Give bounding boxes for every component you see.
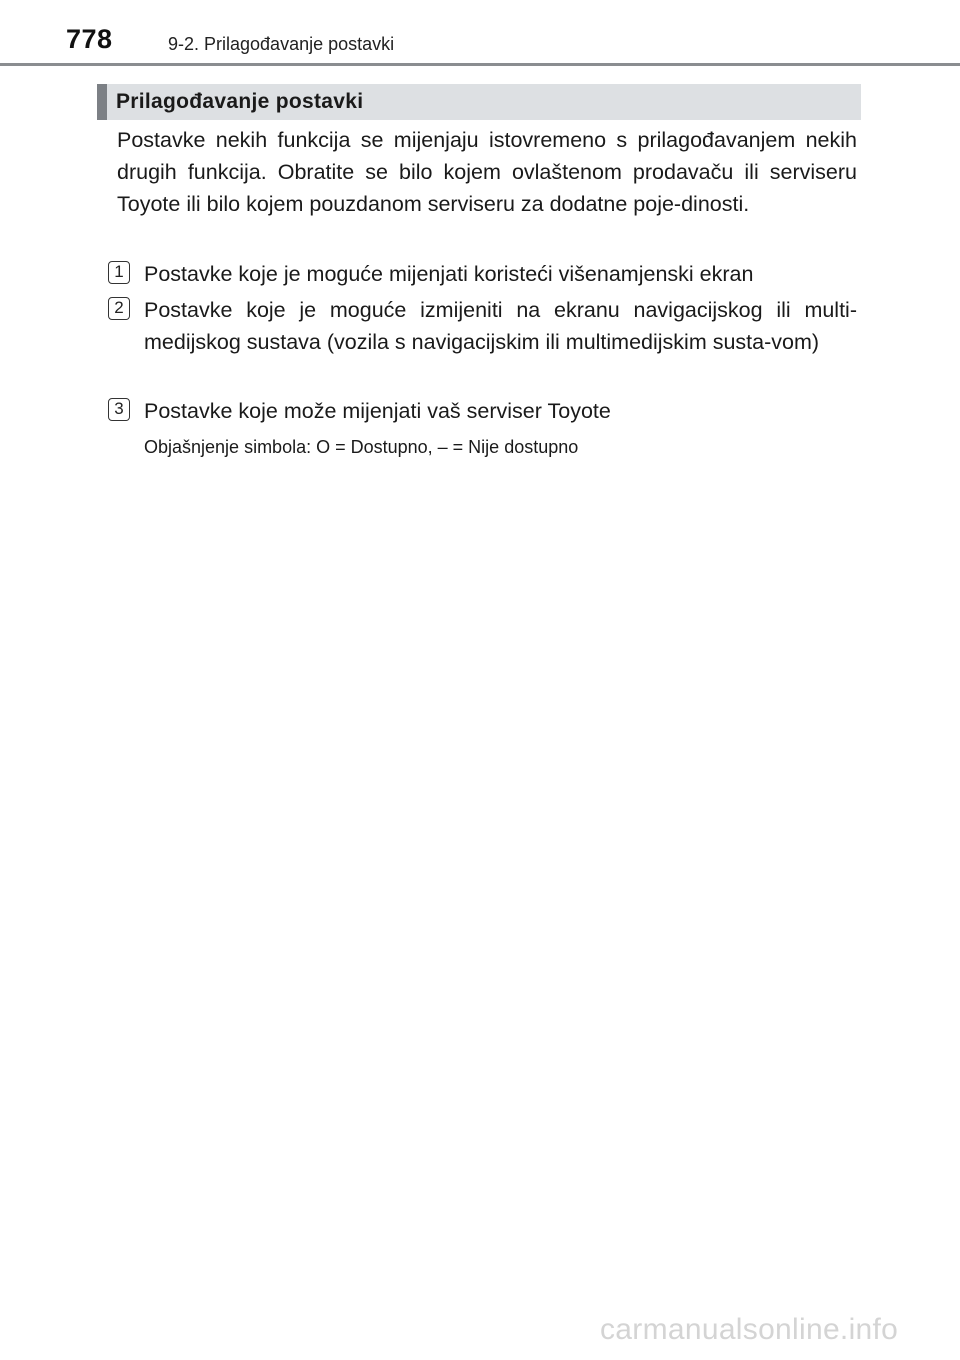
number-badge-icon: 3 — [108, 398, 130, 421]
intro-paragraph: Postavke nekih funkcija se mijenjaju istovremeno s prilagođavanjem nekih drugih funkcija. Obratite se bilo kojem ovlaštenom prodavaču ili serviseru Toyote ili bilo kojem pouzdanom serviseru za dodatne poje-dinosti. — [117, 128, 857, 216]
page-header — [0, 0, 960, 66]
section-heading-bar — [97, 84, 861, 120]
header-divider — [0, 63, 960, 66]
number-badge-icon: 1 — [108, 261, 130, 284]
section-title: Prilagođavanje postavki — [116, 90, 364, 113]
number-badge-icon: 2 — [108, 297, 130, 320]
list-item-text: Postavke koje je moguće izmijeniti na ekranu navigacijskog ili multi-medijskog sustava (vozila s navigacijskim ili multimedijskim susta-vom) — [144, 298, 857, 354]
section-heading-accent — [97, 84, 107, 120]
symbol-legend-note: Objašnjenje simbola: O = Dostupno, – = Nije dostupno — [144, 437, 579, 457]
page-number: 778 — [66, 24, 113, 54]
watermark: carmanualsonline.info — [600, 1313, 899, 1346]
list-item-text: Postavke koje je moguće mijenjati koristeći višenamjenski ekran — [144, 262, 754, 286]
list-item-text: Postavke koje može mijenjati vaš serviser Toyote — [144, 399, 611, 423]
chapter-title: 9-2. Prilagođavanje postavki — [168, 34, 395, 54]
